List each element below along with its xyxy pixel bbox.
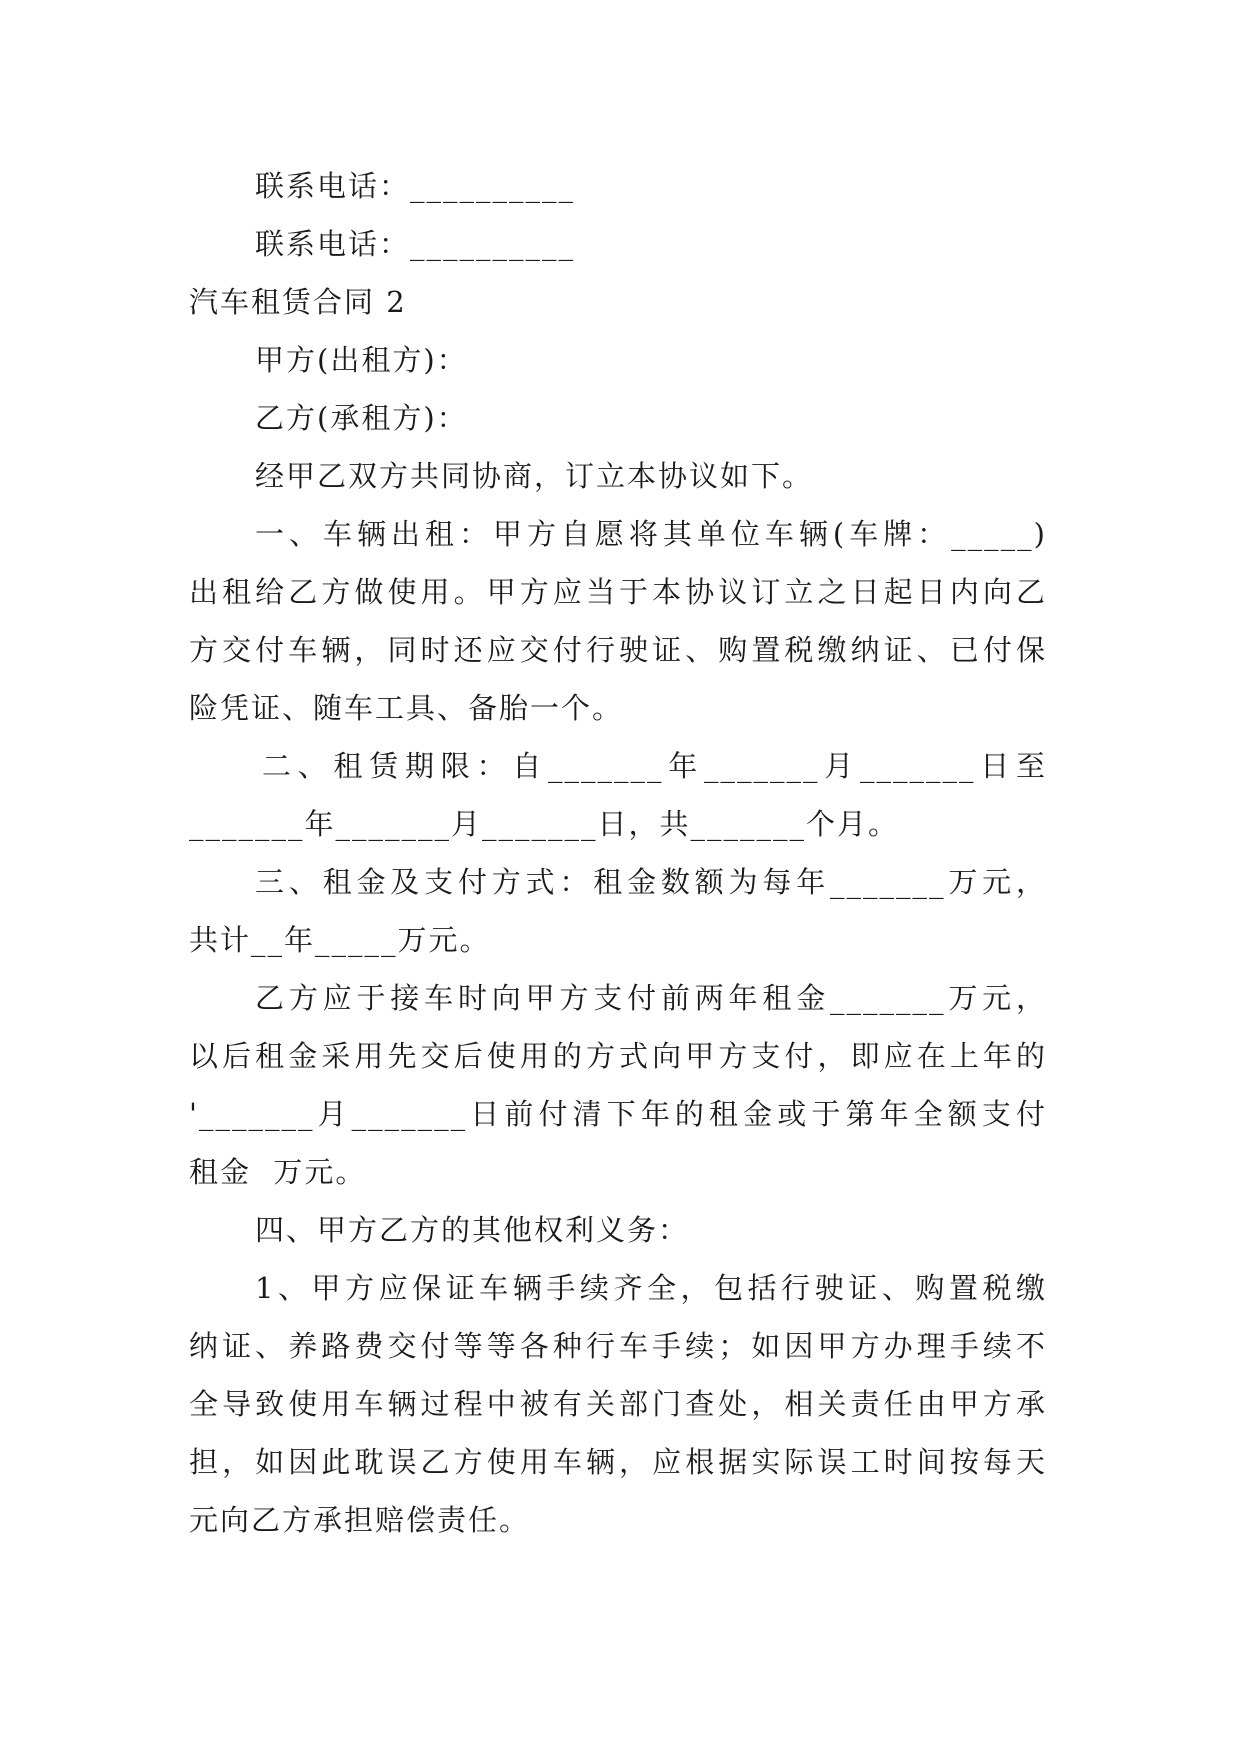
contact-phone-line-2: 联系电话：__________: [255, 227, 576, 261]
item-1-line-4: 担，如因此耽误乙方使用车辆，应根据实际误工时间按每天: [189, 1445, 1047, 1479]
item-1-line-2: 纳证、养路费交付等等各种行车手续；如因甲方办理手续不: [189, 1329, 1047, 1363]
item-1-line-1: 1、甲方应保证车辆手续齐全，包括行驶证、购置税缴: [255, 1271, 1047, 1305]
clause-1-line-4: 险凭证、随车工具、备胎一个。: [189, 691, 624, 725]
clause-1-line-3: 方交付车辆，同时还应交付行驶证、购置税缴纳证、已付保: [189, 633, 1047, 667]
party-a-line: 甲方(出租方)：: [255, 343, 468, 377]
contract-title: 汽车租赁合同 2: [189, 285, 407, 319]
party-b-line: 乙方(承租方)：: [255, 401, 468, 435]
item-1-line-3: 全导致使用车辆过程中被有关部门查处，相关责任由甲方承: [189, 1387, 1047, 1421]
clause-3-line-2: 共计__年_____万元。: [189, 923, 491, 957]
payment-paragraph-line-4: 租金 万元。: [189, 1155, 367, 1189]
clause-4-heading: 四、甲方乙方的其他权利义务：: [255, 1213, 690, 1247]
payment-paragraph-line-3: '_______月_______日前付清下年的租金或于第年全额支付: [189, 1097, 1047, 1131]
intro-paragraph: 经甲乙双方共同协商，订立本协议如下。: [255, 459, 814, 493]
clause-2-line-2: _______年_______月_______日，共_______个月。: [189, 807, 900, 841]
contact-phone-line-1: 联系电话：__________: [255, 169, 576, 203]
clause-2-line-1: 二、租赁期限：自_______年_______月_______日至: [262, 749, 1047, 783]
item-1-line-5: 元向乙方承担赔偿责任。: [189, 1503, 531, 1537]
clause-1-line-1: 一、车辆出租：甲方自愿将其单位车辆(车牌：_____): [255, 517, 1047, 551]
payment-paragraph-line-1: 乙方应于接车时向甲方支付前两年租金_______万元，: [255, 981, 1047, 1015]
payment-paragraph-line-2: 以后租金采用先交后使用的方式向甲方支付，即应在上年的: [189, 1039, 1047, 1073]
clause-3-line-1: 三、租金及支付方式：租金数额为每年_______万元，: [255, 865, 1047, 899]
clause-1-line-2: 出租给乙方做使用。甲方应当于本协议订立之日起日内向乙: [189, 575, 1047, 609]
